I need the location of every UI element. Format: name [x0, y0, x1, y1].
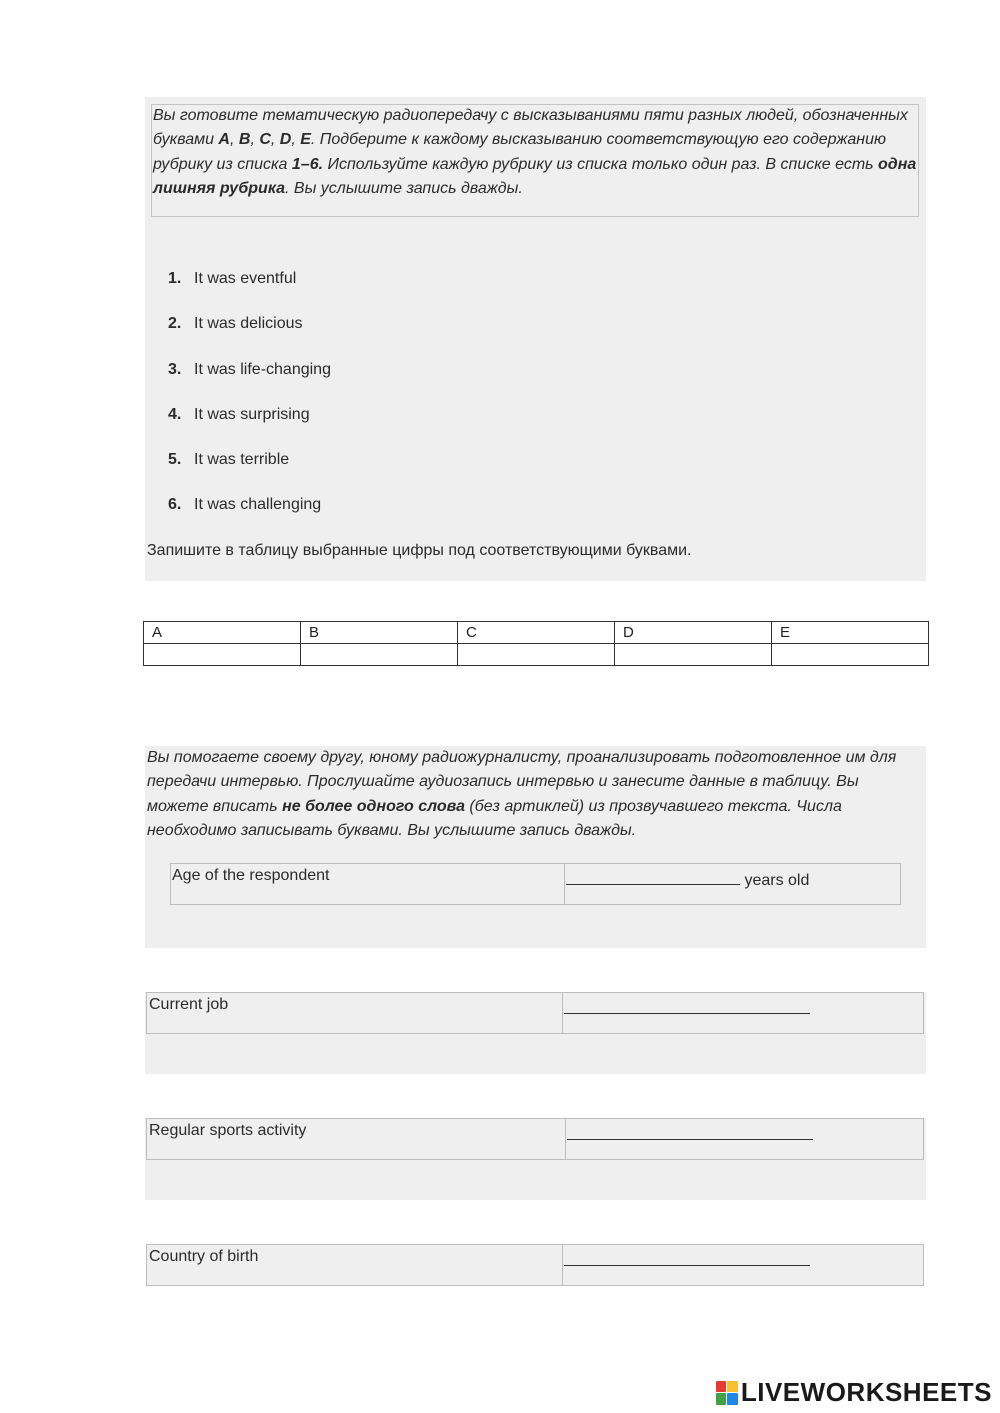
logo-icon: [716, 1381, 738, 1405]
instruction-emphasis: одна лишняя рубрика: [153, 155, 917, 197]
answer-cell-e[interactable]: [772, 644, 929, 666]
row-divider: [564, 864, 565, 904]
list-item-text: It was challenging: [194, 496, 322, 513]
table-header-d: D: [615, 622, 772, 644]
instruction-text: . Вы услышите запись дважды.: [285, 179, 523, 197]
list-item: [168, 406, 310, 424]
logo-square: [716, 1381, 727, 1393]
form-row-country: [146, 1244, 924, 1286]
list-item: [168, 361, 331, 379]
row-answer: [564, 996, 810, 1019]
instruction-emphasis: B: [238, 131, 251, 149]
instruction-text: ,: [229, 131, 239, 149]
row-divider: [562, 993, 563, 1033]
instruction-emphasis: D: [279, 131, 292, 149]
list-item-number: 4.: [168, 406, 182, 423]
table-header-a: A: [144, 622, 301, 644]
answer-cell-d[interactable]: [615, 644, 772, 666]
table-note: Запишите в таблицу выбранные цифры под соответствующими буквами.: [147, 542, 692, 559]
table-answer-row: [144, 644, 929, 666]
list-item: [168, 451, 289, 469]
instruction-text: ,: [250, 131, 260, 149]
instruction-emphasis: A: [218, 131, 230, 149]
logo-square: [716, 1393, 727, 1405]
list-item-text: It was terrible: [194, 451, 290, 468]
logo-square: [727, 1381, 738, 1393]
list-item-number: 1.: [168, 270, 182, 287]
form-row-sports: [146, 1118, 924, 1160]
list-item: [168, 315, 303, 333]
table-header-row: [144, 622, 929, 644]
table-header-b: B: [301, 622, 458, 644]
row-label: Regular sports activity: [149, 1122, 307, 1139]
list-item-number: 2.: [168, 315, 182, 332]
row-suffix: years old: [744, 872, 810, 889]
row-answer: [567, 1122, 813, 1145]
list-item-number: 3.: [168, 361, 182, 378]
form-row-job: [146, 992, 924, 1034]
row-answer: [566, 867, 809, 890]
age-blank[interactable]: [566, 867, 740, 885]
country-blank[interactable]: [564, 1248, 810, 1266]
list-item-number: 6.: [168, 496, 182, 513]
instruction-emphasis: 1–6.: [291, 155, 324, 173]
table-header-c: C: [458, 622, 615, 644]
task2-instructions: [147, 746, 922, 843]
answer-table: [143, 621, 929, 666]
instruction-text: Вы помогаете своему другу, юному радиожурналисту, проанализировать подготовленное им для передачи интервью. Прослушайте аудиозапись интервью и занесите данные в таблицу. Вы можете вписать: [147, 749, 897, 815]
logo-square: [727, 1393, 738, 1405]
instruction-text: (без артиклей) из прозвучавшего текста. Числа необходимо записывать буквами. Вы услышите запись дважды.: [147, 797, 842, 839]
answer-cell-a[interactable]: [144, 644, 301, 666]
liveworksheets-logo: [716, 1377, 992, 1408]
row-label: Country of birth: [149, 1248, 259, 1265]
row-answer: [564, 1248, 810, 1271]
instruction-text: Используйте каждую рубрику из списка только один раз. В списке есть: [323, 155, 879, 173]
task1-instructions: [153, 104, 919, 201]
list-item-number: 5.: [168, 451, 182, 468]
form-row-age: [170, 863, 901, 905]
row-divider: [565, 1119, 566, 1159]
row-label: Age of the respondent: [172, 867, 330, 884]
instruction-text: . Подберите к каждому высказыванию соответствующую его содержанию рубрику из списка: [153, 131, 887, 173]
instruction-emphasis: C: [259, 131, 271, 149]
list-item-text: It was life-changing: [194, 361, 331, 378]
answer-cell-b[interactable]: [301, 644, 458, 666]
list-item-text: It was delicious: [194, 315, 303, 332]
sports-blank[interactable]: [567, 1122, 813, 1140]
job-blank[interactable]: [564, 996, 810, 1014]
instruction-emphasis: E: [300, 131, 311, 149]
answer-cell-c[interactable]: [458, 644, 615, 666]
list-item-text: It was eventful: [194, 270, 297, 287]
table-header-e: E: [772, 622, 929, 644]
list-item: [168, 496, 321, 514]
list-item-text: It was surprising: [194, 406, 310, 423]
list-item: [168, 270, 296, 288]
instruction-text: ,: [270, 131, 280, 149]
row-divider: [562, 1245, 563, 1285]
logo-text: LIVEWORKSHEETS: [740, 1377, 992, 1407]
instruction-text: ,: [291, 131, 301, 149]
instruction-emphasis: не более одного слова: [282, 797, 465, 815]
row-label: Current job: [149, 996, 229, 1013]
instruction-text: Вы готовите тематическую радиопередачу с высказываниями пяти разных людей, обозначенных буквами: [153, 107, 908, 149]
